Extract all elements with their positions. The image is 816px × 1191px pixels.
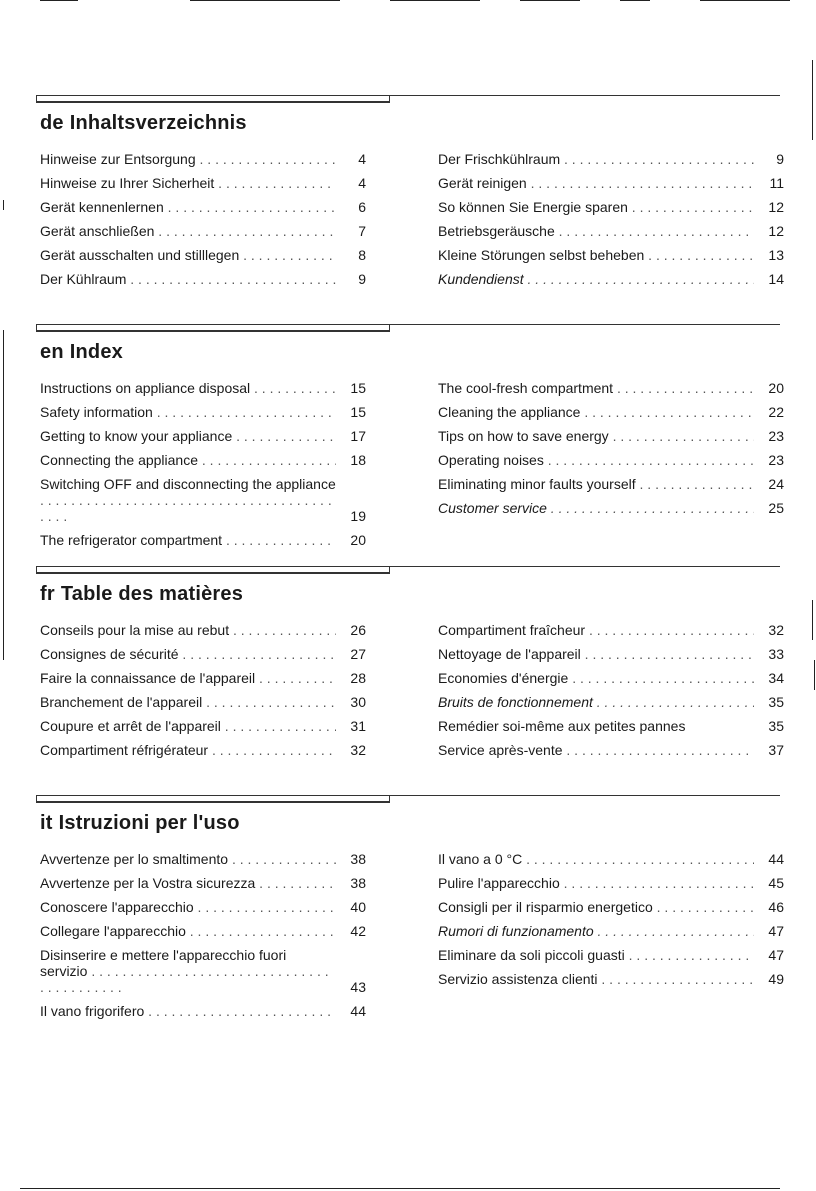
- toc-entry-page: 47: [768, 923, 784, 939]
- toc-entry: [438, 428, 784, 444]
- toc-entry: [438, 223, 784, 239]
- toc-entry-page: 45: [768, 875, 784, 891]
- toc-entry: [438, 718, 784, 734]
- toc-entry: [40, 742, 366, 758]
- toc-entry-page: 47: [768, 947, 784, 963]
- toc-entry-title: Getting to know your appliance . . .: [40, 428, 336, 444]
- toc-entry-page: 44: [768, 851, 784, 867]
- toc-entry-title: Betriebsgeräusche . . .: [438, 223, 754, 239]
- toc-entry-title: Hinweise zu Ihrer Sicherheit . . .: [40, 175, 336, 191]
- toc-right-column: [438, 380, 784, 556]
- scan-mark-top: [620, 0, 650, 1]
- toc-entry-title: Instructions on appliance disposal . . .: [40, 380, 336, 396]
- toc-entry-page: 30: [350, 694, 366, 710]
- scan-mark-top: [40, 0, 78, 1]
- toc-entry-page: 49: [768, 971, 784, 987]
- toc-entry: [40, 694, 366, 710]
- toc-entry: [40, 622, 366, 638]
- toc-entry: [438, 670, 784, 686]
- toc-right-column: [438, 622, 784, 766]
- toc-entry-title: The refrigerator compartment . . .: [40, 532, 336, 548]
- toc-entry-page: 22: [768, 404, 784, 420]
- language-code: en: [40, 341, 64, 363]
- toc-entry-title: Pulire l'apparecchio . . .: [438, 875, 754, 891]
- section-fr: [36, 561, 784, 766]
- toc-entry-page: 38: [350, 851, 366, 867]
- toc-entry: [40, 476, 366, 524]
- toc-entry-title: Cleaning the appliance . . .: [438, 404, 754, 420]
- toc-entry: [438, 694, 784, 710]
- scan-mark-top: [700, 0, 790, 1]
- section-heading: [40, 812, 780, 835]
- toc-entry-page: 26: [350, 622, 366, 638]
- toc-entry: [438, 380, 784, 396]
- toc-entry: [438, 452, 784, 468]
- toc-entry: [40, 271, 366, 287]
- toc-entry-title: Customer service . . .: [438, 500, 754, 516]
- toc-entry: [40, 452, 366, 468]
- section-rule: [36, 561, 780, 575]
- toc-entry: [40, 151, 366, 167]
- scan-mark-top: [190, 0, 340, 1]
- toc-entry-title: Avvertenze per la Vostra sicurezza . . .: [40, 875, 336, 891]
- scan-mark-left: [3, 200, 4, 210]
- toc-entry-page: 13: [768, 247, 784, 263]
- toc-entry-title: Il vano a 0 °C . . .: [438, 851, 754, 867]
- toc-entry: [40, 947, 366, 995]
- toc-entry-page: 31: [350, 718, 366, 734]
- toc-entry-page: 27: [350, 646, 366, 662]
- toc-entry-title: Coupure et arrêt de l'appareil . . .: [40, 718, 336, 734]
- toc-entry-title: The cool-fresh compartment . . .: [438, 380, 754, 396]
- toc-entry-title: Der Frischkühlraum . . .: [438, 151, 754, 167]
- scan-mark-right: [814, 660, 815, 690]
- section-heading: [40, 341, 780, 364]
- toc-entry-page: 40: [350, 899, 366, 915]
- toc-entry-title: Der Kühlraum . . .: [40, 271, 336, 287]
- toc-entry-title: Operating noises . . .: [438, 452, 754, 468]
- scan-mark-bottom: [20, 1188, 780, 1189]
- toc-entry-page: 44: [350, 1003, 366, 1019]
- language-code: de: [40, 112, 64, 134]
- toc-entry-page: 15: [350, 404, 366, 420]
- toc-entry-title: Collegare l'apparecchio . . .: [40, 923, 336, 939]
- section-heading: [40, 112, 780, 135]
- toc-entry-title: Nettoyage de l'appareil . . .: [438, 646, 754, 662]
- toc-entry: [438, 500, 784, 516]
- toc-entry-page: 20: [350, 532, 366, 548]
- scan-mark-right: [812, 60, 813, 140]
- toc-entry-page: 23: [768, 428, 784, 444]
- toc-entry-title: Eliminare da soli piccoli guasti . . .: [438, 947, 754, 963]
- toc-entry-page: 19: [350, 508, 366, 524]
- toc-entry-title: Switching OFF and disconnecting the appliance . . .: [40, 476, 336, 524]
- toc-entry-title: Faire la connaissance de l'appareil . . .: [40, 670, 336, 686]
- toc-entry: [438, 247, 784, 263]
- toc-entry-title: Economies d'énergie . . .: [438, 670, 754, 686]
- toc-entry: [40, 718, 366, 734]
- language-code: fr: [40, 583, 55, 605]
- toc-entry: [40, 670, 366, 686]
- toc-entry-page: 6: [358, 199, 366, 215]
- toc-entry-page: 43: [350, 979, 366, 995]
- toc-entry: [438, 923, 784, 939]
- toc-entry: [438, 899, 784, 915]
- toc-entry: [438, 271, 784, 287]
- toc-entry: [40, 380, 366, 396]
- toc-entry-page: 18: [350, 452, 366, 468]
- toc-entry: [40, 923, 366, 939]
- toc-entry-page: 9: [358, 271, 366, 287]
- toc-entry: [40, 851, 366, 867]
- toc-entry: [40, 1003, 366, 1019]
- toc-entry: [40, 247, 366, 263]
- scan-mark-left: [3, 330, 4, 660]
- language-code: it: [40, 812, 53, 834]
- toc-entry-page: 11: [769, 175, 784, 191]
- toc-entry: [438, 875, 784, 891]
- toc-left-column: [40, 380, 366, 556]
- toc-entry-title: Consignes de sécurité . . .: [40, 646, 336, 662]
- toc-entry-title: Gerät anschließen . . .: [40, 223, 336, 239]
- toc-entry-title: Branchement de l'appareil . . .: [40, 694, 336, 710]
- scan-mark-top: [520, 0, 580, 1]
- section-rule: [36, 90, 780, 104]
- toc-entry-title: Remédier soi-même aux petites pannes: [438, 718, 686, 734]
- section-de: [36, 90, 784, 295]
- section-title: Table des matières: [60, 583, 244, 605]
- toc-entry: [40, 646, 366, 662]
- toc-entry-title: Bruits de fonctionnement . . .: [438, 694, 754, 710]
- toc-entry: [438, 175, 784, 191]
- toc-entry: [438, 199, 784, 215]
- toc-entry-title: Il vano frigorifero . . .: [40, 1003, 336, 1019]
- toc-entry-title: Conoscere l'apparecchio . . .: [40, 899, 336, 915]
- toc-entry-page: 32: [350, 742, 366, 758]
- toc-entry-title: Disinserire e mettere l'apparecchio fuori servizio . . .: [40, 947, 336, 995]
- toc-entry-page: 14: [768, 271, 784, 287]
- section-rule: [36, 790, 780, 804]
- toc-entry-page: 28: [350, 670, 366, 686]
- toc-entry: [438, 851, 784, 867]
- toc-entry-page: 42: [350, 923, 366, 939]
- toc-right-column: [438, 851, 784, 1027]
- toc-entry-page: 17: [350, 428, 366, 444]
- toc-entry-title: Compartiment fraîcheur . . .: [438, 622, 754, 638]
- toc-entry-page: 34: [768, 670, 784, 686]
- toc-entry: [438, 971, 784, 987]
- toc-entry-title: Servizio assistenza clienti . . .: [438, 971, 754, 987]
- toc-entry: [40, 404, 366, 420]
- toc-entry: [438, 476, 784, 492]
- toc-entry-title: Conseils pour la mise au rebut . . .: [40, 622, 336, 638]
- toc-entry-title: Connecting the appliance . . .: [40, 452, 336, 468]
- toc-entry-page: 35: [768, 694, 784, 710]
- toc-entry: [40, 875, 366, 891]
- toc-entry-page: 15: [350, 380, 366, 396]
- toc-entry-page: 32: [768, 622, 784, 638]
- toc-entry-page: 4: [358, 175, 366, 191]
- toc-entry-title: Safety information . . .: [40, 404, 336, 420]
- toc-entry-page: 38: [350, 875, 366, 891]
- toc-entry: [40, 532, 366, 548]
- toc-entry-title: Gerät kennenlernen . . .: [40, 199, 336, 215]
- toc-entry-page: 4: [358, 151, 366, 167]
- toc-entry: [40, 428, 366, 444]
- toc-entry-title: Service après-vente . . .: [438, 742, 754, 758]
- toc-right-column: [438, 151, 784, 295]
- toc-entry-title: Eliminating minor faults yourself . . .: [438, 476, 754, 492]
- toc-entry-title: Gerät reinigen . . .: [438, 175, 754, 191]
- toc-entry: [40, 899, 366, 915]
- toc-entry-page: 23: [768, 452, 784, 468]
- toc-entry: [40, 199, 366, 215]
- toc-entry-title: Rumori di funzionamento . . .: [438, 923, 754, 939]
- toc-entry-title: Kleine Störungen selbst beheben . . .: [438, 247, 754, 263]
- toc-entry-title: Consigli per il risparmio energetico . . .: [438, 899, 754, 915]
- toc-left-column: [40, 851, 366, 1027]
- toc-entry: [438, 646, 784, 662]
- toc-entry: [438, 622, 784, 638]
- section-it: [36, 790, 784, 1027]
- toc-entry: [438, 947, 784, 963]
- toc-entry-page: 46: [768, 899, 784, 915]
- toc-entry: [438, 151, 784, 167]
- section-rule: [36, 319, 780, 333]
- section-title: Inhaltsverzeichnis: [69, 112, 247, 134]
- toc-entry-title: So können Sie Energie sparen . . .: [438, 199, 754, 215]
- toc-entry: [438, 404, 784, 420]
- toc-left-column: [40, 622, 366, 766]
- toc-entry: [438, 742, 784, 758]
- toc-entry-page: 12: [768, 199, 784, 215]
- toc-left-column: [40, 151, 366, 295]
- toc-entry-page: 35: [768, 718, 784, 734]
- toc-entry-page: 24: [768, 476, 784, 492]
- scan-mark-top: [390, 0, 480, 1]
- toc-entry-page: 20: [768, 380, 784, 396]
- toc-entry: [40, 223, 366, 239]
- toc-entry-page: 7: [358, 223, 366, 239]
- section-heading: [40, 583, 780, 606]
- toc-entry-page: 25: [768, 500, 784, 516]
- toc-entry-title: Gerät ausschalten und stilllegen . . .: [40, 247, 336, 263]
- toc-entry-page: 37: [768, 742, 784, 758]
- toc-entry-title: Avvertenze per lo smaltimento . . .: [40, 851, 336, 867]
- toc-entry: [40, 175, 366, 191]
- toc-entry-title: Hinweise zur Entsorgung . . .: [40, 151, 336, 167]
- toc-entry-title: Compartiment réfrigérateur . . .: [40, 742, 336, 758]
- toc-entry-page: 8: [358, 247, 366, 263]
- section-en: [36, 319, 784, 556]
- toc-entry-page: 9: [776, 151, 784, 167]
- toc-entry-title: Tips on how to save energy . . .: [438, 428, 754, 444]
- toc-entry-title: Kundendienst . . .: [438, 271, 754, 287]
- section-title: Index: [69, 341, 123, 363]
- toc-entry-page: 12: [768, 223, 784, 239]
- scan-mark-right: [812, 600, 813, 640]
- section-title: Istruzioni per l'uso: [58, 812, 240, 834]
- toc-entry-page: 33: [768, 646, 784, 662]
